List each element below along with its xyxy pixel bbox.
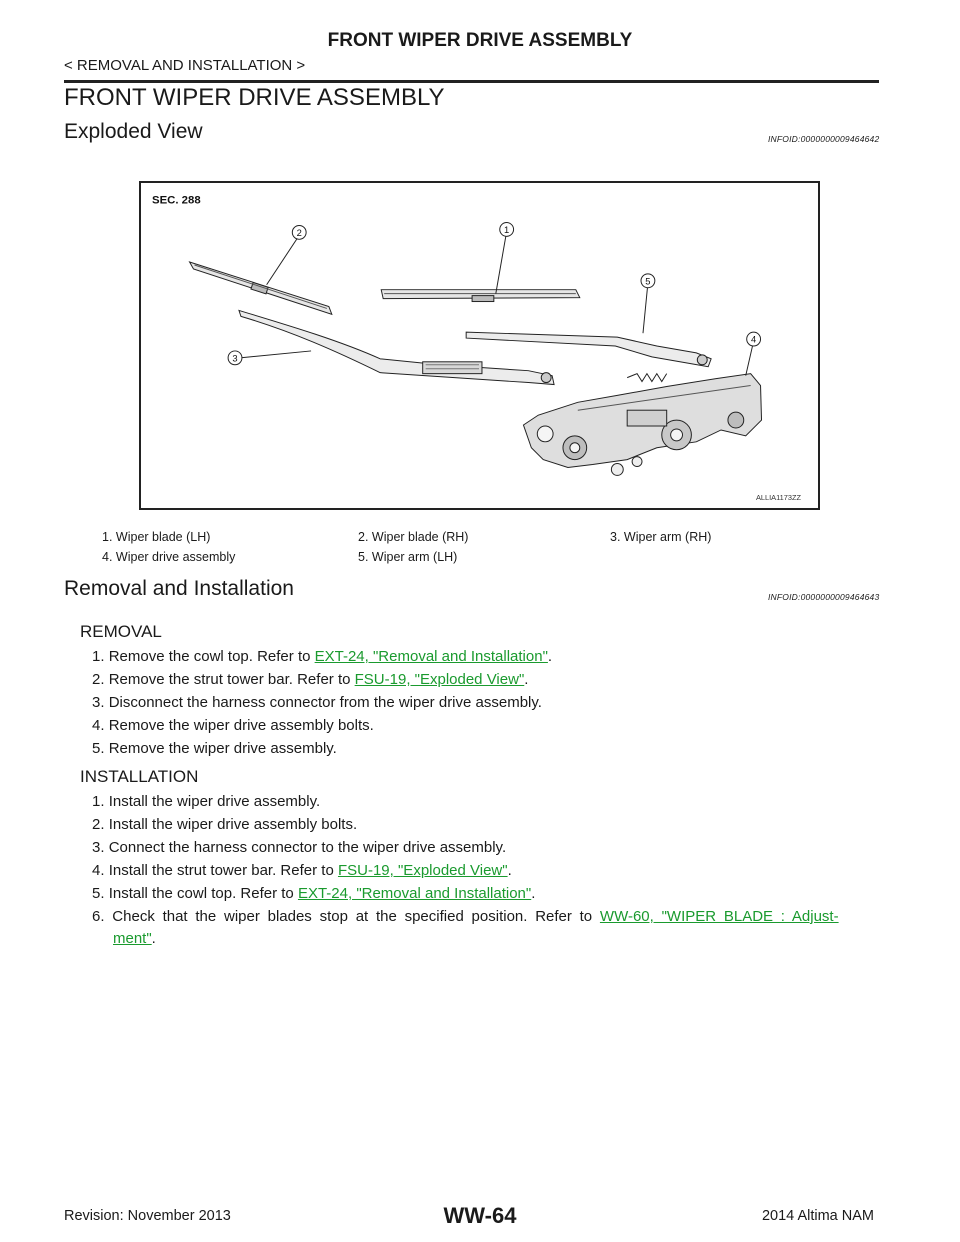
installation-step-4: 4. Install the strut tower bar. Refer to FSU-19, "Exploded View". [92,862,512,879]
installation-step-5: 5. Install the cowl top. Refer to EXT-24, "Removal and Installation". [92,885,536,902]
installation-step-6-continued: ment". [113,930,156,947]
callout-2: 2 [296,227,302,238]
footer-page-id: WW-64 [443,1203,517,1228]
page-header-title: FRONT WIPER DRIVE ASSEMBLY [327,30,633,51]
wiper-drive-assembly-drawing [523,374,761,476]
breadcrumb: < REMOVAL AND INSTALLATION > [64,57,306,74]
legend-item: 5. Wiper arm (LH) [358,550,458,564]
fsu-19-link[interactable]: FSU-19, "Exploded View" [354,671,525,688]
installation-title: INSTALLATION [80,767,199,786]
installation-step-6: 6. Check that the wiper blades stop at the specified position. Refer to WW-60, "WIPER BLADE : Adjust- [92,908,839,925]
legend-item: 3. Wiper arm (RH) [610,530,712,544]
footer-model: 2014 Altima NAM [761,1208,874,1224]
legend-item: 4. Wiper drive assembly [102,550,236,564]
removal-step-4: 4. Remove the wiper drive assembly bolts. [92,717,374,734]
ww-60-link[interactable]: WW-60, "WIPER BLADE : Adjust- [599,908,839,925]
figure-code: ALLIA1173ZZ [755,493,802,503]
callout-4: 4 [751,334,757,345]
section-title: FRONT WIPER DRIVE ASSEMBLY [64,84,445,111]
installation-step-2: 2. Install the wiper drive assembly bolts. [92,816,358,833]
ext-24-link[interactable]: EXT-24, "Removal and Installation" [297,885,532,902]
legend-item: 2. Wiper blade (RH) [358,530,469,544]
removal-step-1: 1. Remove the cowl top. Refer to EXT-24, "Removal and Installation". [92,648,553,665]
callout-3: 3 [232,353,238,364]
callout-1: 1 [504,224,510,235]
wiper-blade-lh-drawing [381,290,580,302]
removal-installation-infoid: INFOID:0000000009464643 [768,592,880,602]
removal-step-5: 5. Remove the wiper drive assembly. [92,740,337,757]
callout-5: 5 [645,276,651,287]
wiper-arm-lh-drawing [466,332,711,367]
legend-item: 1. Wiper blade (LH) [102,530,211,544]
header-divider [64,80,879,83]
installation-step-3: 3. Connect the harness connector to the wiper drive assembly. [92,839,507,856]
removal-title: REMOVAL [80,622,162,641]
exploded-view-heading: Exploded View [64,120,203,143]
removal-installation-heading: Removal and Installation [64,577,294,600]
sec-label: SEC. 288 [152,194,201,207]
ww-60-link-continued[interactable]: ment" [113,930,152,947]
ext-24-link[interactable]: EXT-24, "Removal and Installation" [314,648,548,665]
wiper-blade-rh-drawing [190,262,332,314]
wiper-exploded-diagram [141,183,818,508]
exploded-view-infoid: INFOID:0000000009464642 [768,134,880,144]
wiper-arm-rh-drawing [239,310,554,384]
exploded-view-figure [139,181,820,510]
footer-revision: Revision: November 2013 [64,1208,231,1224]
removal-step-2: 2. Remove the strut tower bar. Refer to FSU-19, "Exploded View". [92,671,529,688]
installation-step-1: 1. Install the wiper drive assembly. [92,793,321,810]
fsu-19-link[interactable]: FSU-19, "Exploded View" [337,862,508,879]
removal-step-3: 3. Disconnect the harness connector from the wiper drive assembly. [92,694,542,711]
